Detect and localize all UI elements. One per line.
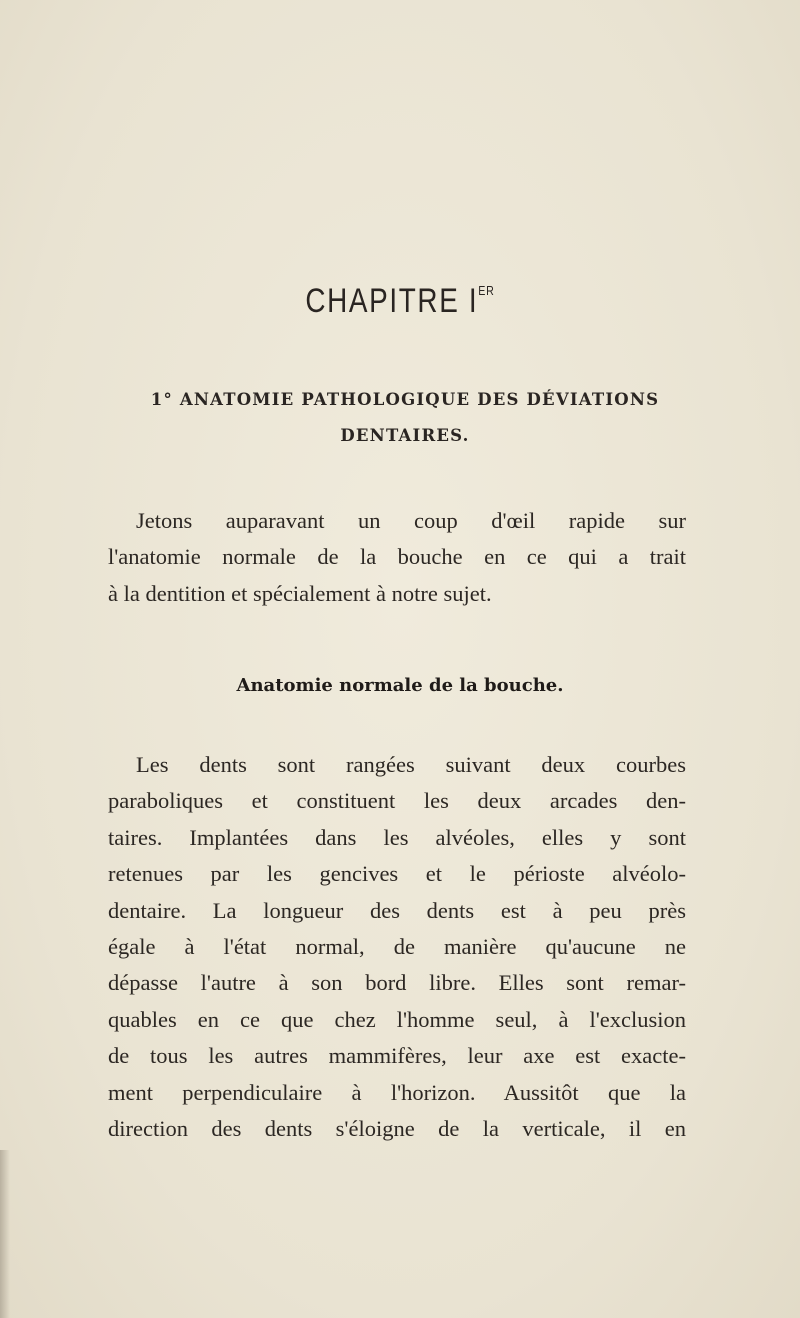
section-heading-line-1: 1° ANATOMIE PATHOLOGIQUE DES DÉVIATIONS xyxy=(150,390,660,409)
paragraph-line: l'anatomie normale de la bouche en ce qui a trait xyxy=(108,544,686,570)
paragraph-line: retenues par les gencives et le périoste alvéolo- xyxy=(108,861,686,887)
section-heading-line-2: DENTAIRES. xyxy=(340,426,470,445)
paragraph-line: taires. Implantées dans les alvéoles, elles y sont xyxy=(108,824,686,850)
paragraph-line: dentaire. La longueur des dents est à peu près xyxy=(108,897,686,923)
paragraph-line: de tous les autres mammifères, leur axe est exacte- xyxy=(108,1043,686,1069)
paragraph-line: direction des dents s'éloigne de la verticale, il en xyxy=(108,1116,686,1142)
paragraph-line: égale à l'état normal, de manière qu'aucune ne xyxy=(108,934,686,960)
chapter-title-superscript: ER xyxy=(478,283,495,298)
paragraph-line: à la dentition et spécialement à notre sujet. xyxy=(108,580,492,606)
paragraph-line: Jetons auparavant un coup d'œil rapide sur xyxy=(136,508,686,533)
paragraph-line: dépasse l'autre à son bord libre. Elles sont remar- xyxy=(108,970,686,996)
paragraph-line: ment perpendiculaire à l'horizon. Aussitôt que la xyxy=(108,1079,686,1105)
subheading: Anatomie normale de la bouche. xyxy=(236,675,564,696)
paragraph-anatomy xyxy=(108,747,686,1147)
chapter-title-text: CHAPITRE I xyxy=(305,282,479,320)
page-edge-shadow xyxy=(0,1150,10,1318)
section-heading xyxy=(100,382,710,454)
paragraph-intro xyxy=(108,503,686,612)
paragraph-line: Les dents sont rangées suivant deux courbes xyxy=(136,752,686,777)
chapter-title xyxy=(72,282,728,321)
paragraph-line: paraboliques et constituent les deux arcades den- xyxy=(108,788,686,814)
paragraph-line: quables en ce que chez l'homme seul, à l'exclusion xyxy=(108,1006,686,1032)
